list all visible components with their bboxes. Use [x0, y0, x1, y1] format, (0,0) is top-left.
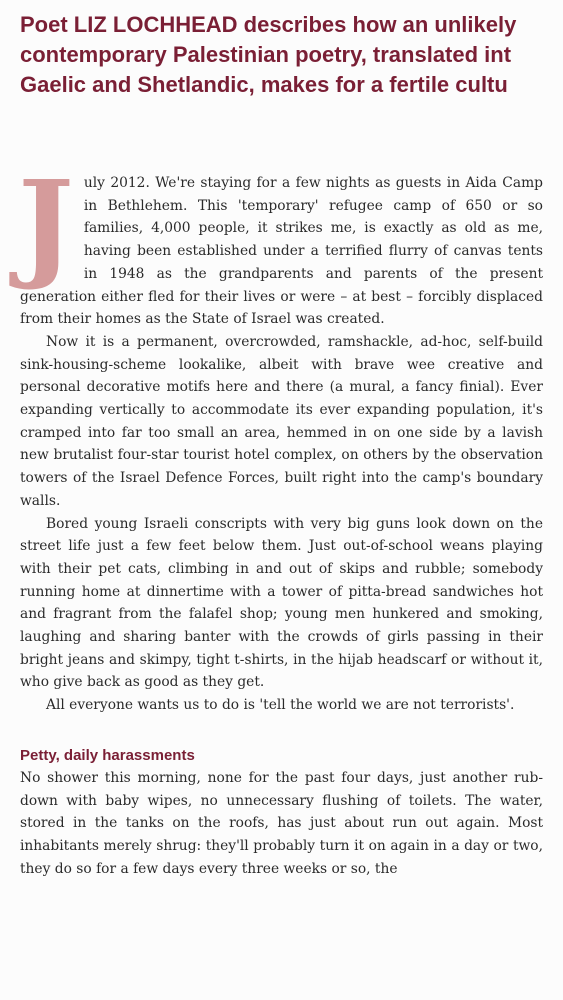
- paragraph: Bored young Israeli conscripts with very big guns look down on the street life just a few feet below them. Just out-of-school weans playing with their pet cats, climbing in and out of skips and rubble; somebody running home at dinnertime with a tower of pitta-bread sandwiches hot and fragrant from the falafel shop; young men hunkered and smoking, laughing and sharing banter with the crowds of girls passing in their bright jeans and skimpy, tight t-shirts, in the hijab headscarf or without it, who give back as good as they get.: [20, 515, 543, 691]
- standfirst-line: contemporary Palestinian poetry, translated int: [20, 42, 512, 67]
- standfirst: [20, 10, 563, 100]
- article-body: [18, 154, 543, 880]
- opening-paragraph: [18, 154, 543, 331]
- paragraph-text: uly 2012. We're staying for a few nights as guests in Aida Camp in Bethlehem. This 'temporary' refugee camp of 650 or so families, 4,000 people, it strikes me, is exactly as old as me, having been established under a terrified flurry of canvas tents in 1948 as the grandparents and parents of the present generation either fled for their lives or were – at best – forcibly displaced from their homes as the State of Israel was created.: [20, 175, 543, 328]
- standfirst-line: Gaelic and Shetlandic, makes for a fertile cultu: [20, 72, 508, 97]
- paragraph: No shower this morning, none for the past four days, just another rub-down with baby wipes, no unnecessary flushing of toilets. The water, stored in the tanks on the roofs, has just about run out again. Most inhabitants merely shrug: they'll probably turn it on again in a day or two, they do so for a few days every three weeks or so, the: [20, 769, 543, 877]
- paragraph: Now it is a permanent, overcrowded, ramshackle, ad-hoc, self-build sink-housing-scheme lookalike, albeit with brave wee creative and personal decorative motifs here and there (a mural, a fancy finial). Ever expanding vertically to accommodate its ever expanding population, it's cramped into far too small an area, hemmed in on one side by a lavish new brutalist four-star tourist hotel complex, on others by the observation towers of the Israel Defence Forces, built right into the camp's boundary walls.: [20, 333, 543, 509]
- standfirst-line: Poet LIZ LOCHHEAD describes how an unlikely: [20, 12, 517, 37]
- section-subhead: Petty, daily harassments: [20, 746, 195, 764]
- drop-cap: J: [18, 154, 74, 293]
- paragraph: All everyone wants us to do is 'tell the world we are not terrorists'.: [46, 697, 515, 714]
